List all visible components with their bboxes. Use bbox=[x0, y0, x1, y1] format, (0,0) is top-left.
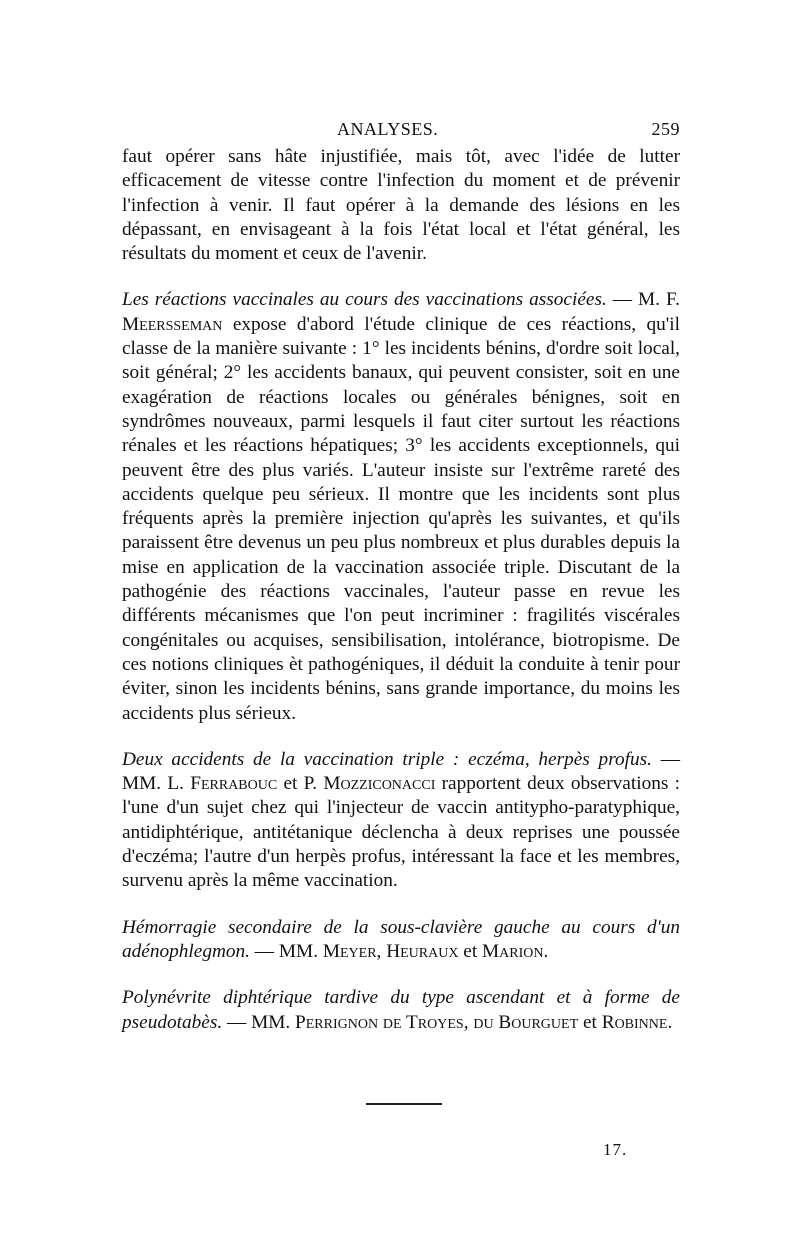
author-name: Heuraux bbox=[386, 940, 459, 962]
end-period: . bbox=[543, 940, 549, 962]
running-header bbox=[122, 115, 680, 145]
signature-mark: 17. bbox=[603, 1140, 628, 1159]
author-name: Perrignon de Troyes bbox=[295, 1011, 464, 1033]
author-separator: , bbox=[463, 1011, 474, 1033]
running-title: ANALYSES. bbox=[337, 119, 439, 139]
author-name: du Bourguet bbox=[473, 1011, 579, 1033]
title-dash: — bbox=[606, 289, 639, 311]
section-divider bbox=[366, 1103, 442, 1105]
title-dash: — bbox=[222, 1011, 252, 1033]
abstract-body: expose d'abord l'étude clinique de ces réactions, qu'il classe de la manière suivante : 1° les incidents bénins, d'ordre soit local, soit général; 2° les accidents banaux, qui peuvent consister, soit en une exagération de réactions locales ou générales bénignes, soit en syndrômes nouveaux, parmi lesquels il faut citer surtout les réactions rénales et les réactions hépatiques; 3° les accidents exceptionnels, qui peuvent être des plus variés. L'auteur insiste sur l'extrême rareté des accidents quelque peu sérieux. Il montre que les incidents sont plus fréquents après la première injection qu'après les suivantes, et qu'ils paraissent être devenus un peu plus nombreux et plus durables depuis la mise en application de la vaccination associée triple. Discutant de la pathogénie des réactions vaccinales, l'auteur passe en revue les différents mécanismes que l'on peut incriminer : fragilités viscérales congénitales ou acquises, sensibilisation, intolérance, biotropisme. De ces notions cliniques èt pathogéniques, il déduit la conduite à tenir pour éviter, sinon les incidents bénins, sans grande importance, du moins les accidents plus sérieux. bbox=[122, 313, 680, 724]
author-prefix: MM. L. bbox=[122, 773, 191, 795]
page-number: 259 bbox=[651, 119, 680, 139]
article-title: Deux accidents de la vaccination triple : eczéma, herpès profus. bbox=[122, 748, 652, 770]
author-name: Meersseman bbox=[122, 313, 223, 335]
article-title: Polynévrite diphtérique tardive du type ascendant et à forme de pseudotabès. bbox=[122, 987, 680, 1033]
title-dash: — bbox=[651, 748, 680, 770]
article-title: Hémorragie secondaire de la sous-clavière gauche au cours d'un adénophlegmon. bbox=[122, 916, 680, 962]
abstract-body: rapportent deux observations : l'une d'un sujet chez qui l'injecteur de vaccin antitypho-paratyphique, antidiphtérique, antitétanique déclencha à deux reprises une poussée d'eczéma; l'autre d'un herpès profus, intéressant la face et les membres, survenu après la même vaccination. bbox=[122, 773, 680, 892]
abstract-subclavian-hemorrhage bbox=[122, 916, 680, 965]
page-content bbox=[122, 115, 680, 1035]
author-prefix: MM. bbox=[251, 1011, 296, 1033]
abstract-triple-vaccination-accidents bbox=[122, 748, 680, 894]
author-separator: et bbox=[578, 1011, 602, 1033]
author-name: Mozziconacci bbox=[323, 773, 436, 795]
article-title: Les réactions vaccinales au cours des vaccinations associées. bbox=[122, 289, 607, 311]
author-prefix: M. F. bbox=[638, 289, 680, 311]
author-separator: et bbox=[458, 940, 483, 962]
abstract-diphtheric-polyneuritis bbox=[122, 986, 680, 1035]
end-period: . bbox=[667, 1011, 673, 1033]
title-dash: — bbox=[249, 940, 279, 962]
abstract-vaccinal-reactions bbox=[122, 288, 680, 725]
author-name: Marion bbox=[482, 940, 544, 962]
author-separator: et P. bbox=[277, 773, 324, 795]
author-name: Meyer bbox=[322, 940, 377, 962]
author-prefix: MM. bbox=[278, 940, 323, 962]
author-name: Robinne bbox=[601, 1011, 668, 1033]
paragraph-continuation: faut opérer sans hâte injustifiée, mais tôt, avec l'idée de lutter efficacement de vitesse contre l'infection du moment et de prévenir l'infection à venir. Il faut opérer à la demande des lésions en les dépassant, en envisageant à la fois l'état local et l'état général, les résultats du moment et ceux de l'avenir. bbox=[122, 146, 680, 265]
author-separator: , bbox=[376, 940, 387, 962]
author-name: Ferrabouc bbox=[190, 773, 278, 795]
